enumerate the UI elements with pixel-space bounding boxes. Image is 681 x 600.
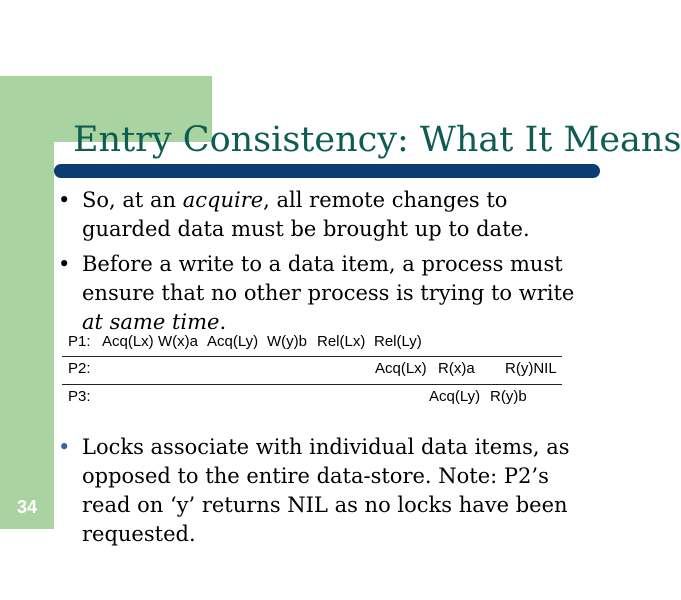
bullet-text: Before a write to a data item, a process must ensure that no other process is trying to write (82, 252, 575, 305)
op: Rel(Ly) (374, 333, 422, 350)
slide-number: 34 (16, 497, 38, 517)
timeline-divider (62, 384, 562, 385)
process-label: P3: (68, 388, 91, 405)
op: Rel(Lx) (317, 333, 366, 350)
slide-title: Entry Consistency: What It Means (73, 120, 681, 160)
timeline-row-p1 (62, 333, 562, 355)
title-underline-bar (54, 164, 600, 178)
bullet-acquire (82, 186, 597, 244)
op: Acq(Ly) (429, 388, 481, 405)
op: R(y)b (490, 388, 527, 405)
bullet-marker: • (58, 435, 71, 459)
bullet-write (82, 250, 597, 337)
emphasis-text: at same time (82, 310, 220, 334)
op: W(x)a (158, 333, 198, 350)
bullet-marker: • (58, 252, 71, 276)
op: Acq(Lx) (375, 360, 427, 377)
timeline-divider (62, 356, 562, 357)
process-timeline-diagram (62, 333, 562, 413)
op: R(y)NIL (505, 360, 557, 377)
process-label: P1: (68, 333, 91, 350)
op: R(x)a (438, 360, 475, 377)
bullet-text: , all remote changes to guarded data must be brought up to date. (82, 188, 530, 241)
op: Acq(Lx) (102, 333, 154, 350)
bullet-marker: • (58, 188, 71, 212)
timeline-row-p2 (62, 360, 562, 382)
emphasis-text: acquire (182, 188, 264, 212)
bullet-locks-note: Locks associate with individual data items, as opposed to the entire data-store. Note: P2’s read on ‘y’ returns NIL as no locks have been requested. (82, 435, 570, 546)
process-label: P2: (68, 360, 91, 377)
bullet-text: . (219, 310, 227, 334)
bullet-text: So, at an (82, 188, 183, 212)
op: Acq(Ly) (207, 333, 259, 350)
timeline-row-p3 (62, 388, 562, 410)
op: W(y)b (267, 333, 307, 350)
decorative-green-strip (0, 142, 54, 529)
